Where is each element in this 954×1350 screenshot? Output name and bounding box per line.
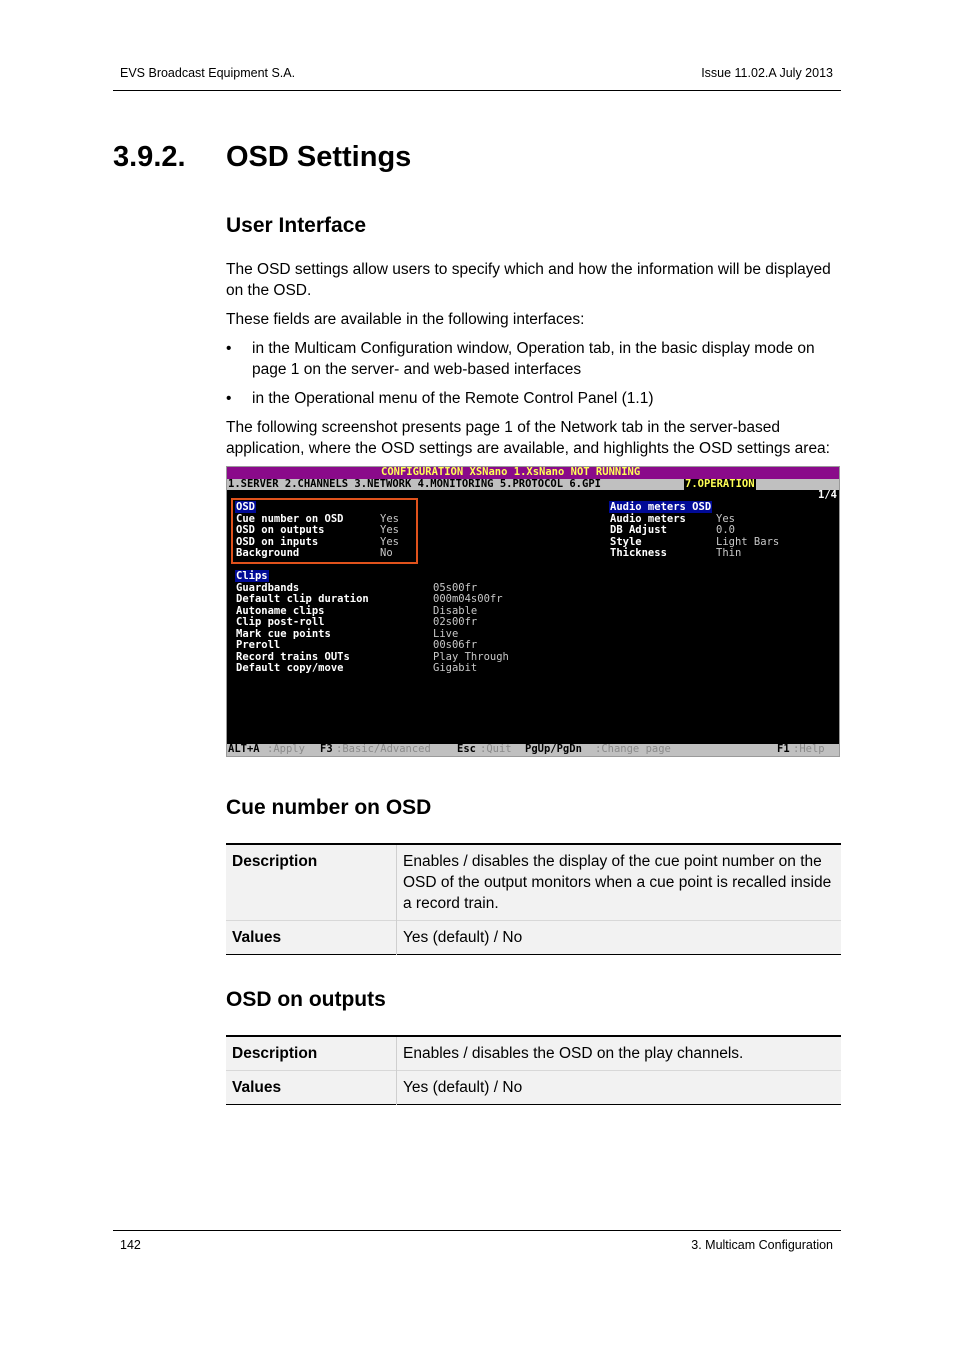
table-row: Values Yes (default) / No [226,1071,841,1105]
audio-group-header: Audio meters OSD [610,501,712,513]
screenshot-title-bar: CONFIGURATION XSNano 1.XsNano NOT RUNNING [227,467,839,479]
bullet-icon: • [226,390,232,407]
table-row: Description Enables / disables the display of the cue point number on the OSD of the output monitors when a cue point is recalled inside a record train. [226,844,841,921]
osd-row-background: Background [236,547,300,559]
clips-group-header: Clips [236,570,268,582]
tab-operation: 7.OPERATION [685,478,755,490]
osd-outputs-heading: OSD on outputs [226,988,386,1011]
page-header-issue: Issue 11.02.A July 2013 [701,66,833,80]
screenshot-tab-bar: 1.SERVER 2.CHANNELS 3.NETWORK 4.MONITORING 5.PROTOCOL 6.GPI 7.OPERATION [227,479,839,490]
osd-group-header: OSD [236,501,255,513]
osd-row-cue: Cue number on OSD [236,513,344,525]
table-row: Description Enables / disables the OSD on the play channels. [226,1036,841,1071]
intro-paragraph: The OSD settings allow users to specify which and how the information will be displayed on the OSD. [226,261,831,299]
osd-row-outputs: OSD on outputs [236,524,325,536]
interfaces-paragraph: These fields are available in the following interfaces: [226,311,585,328]
osd-outputs-table [226,1035,841,1105]
table-row: Values Yes (default) / No [226,921,841,955]
chapter-name: 3. Multicam Configuration [691,1238,833,1252]
osd-highlight-box [231,498,418,564]
cue-number-heading: Cue number on OSD [226,796,432,819]
user-interface-heading: User Interface [226,214,367,237]
list-item: • in the Operational menu of the Remote Control Panel (1.1) [226,390,654,407]
page-number: 142 [120,1238,141,1252]
section-number: 3.9.2. [113,141,186,173]
page-header-company: EVS Broadcast Equipment S.A. [120,66,296,80]
screenshot-caption-paragraph: The following screenshot presents page 1 of the Network tab in the server-based application, where the OSD settings are available, and highlights the OSD settings area: [226,419,830,457]
header-rule [113,90,841,91]
footer-rule [113,1230,841,1231]
user-interface-body [226,259,841,467]
cue-number-table [226,843,841,955]
page-indicator: 1/4 [818,489,837,501]
osd-row-inputs: OSD on inputs [236,536,319,548]
bullet-icon: • [226,340,232,357]
list-item: • in the Multicam Configuration window, Operation tab, in the basic display mode on page 1 on the server- and web-based interfaces [226,340,815,378]
section-title: OSD Settings [226,141,412,173]
configuration-screenshot: CONFIGURATION XSNano 1.XsNano NOT RUNNING 1.SERVER 2.CHANNELS 3.NETWORK 4.MONITORING 5.PROTOCOL 6.GPI 7.OPERATION 1/4 OSD Cue number on OSD Yes OSD on outputs Yes OSD on inputs Yes Background No Audio meters OSD Audio meters Yes DB Adjust 0.0 Style Light Bars Thickness Thin Clips Guardbands 05s00fr Default clip duration 000m04s00fr Autoname clips Disable Clip post-roll 02s00fr Mark cue points Live Preroll 00s06fr Record trains OUTs Play Through Default copy/move Gigabit ALT+A :Apply F3 :Basic/Advanced Esc :Quit PgUp/PgDn :Change page F1 :Help [226,466,840,757]
screenshot-status-bar: ALT+A :Apply F3 :Basic/Advanced Esc :Quit PgUp/PgDn :Change page F1 :Help [227,744,839,756]
